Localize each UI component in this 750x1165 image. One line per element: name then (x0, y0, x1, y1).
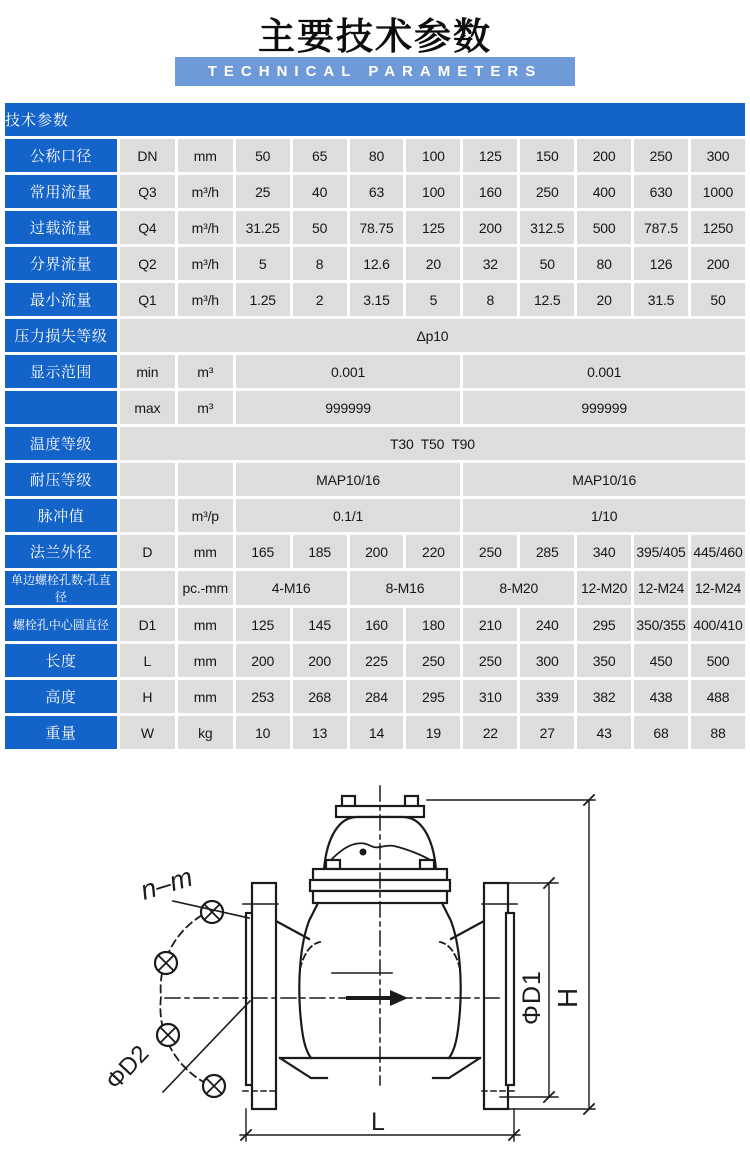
value-cell: 125 (463, 139, 517, 172)
flange-plate-left (252, 883, 276, 1109)
table-row (5, 247, 745, 280)
value-cell: 12.6 (350, 247, 404, 280)
value-cell: kg (178, 716, 233, 749)
value-cell (120, 571, 175, 605)
bolt-count-label: n–m (136, 861, 196, 906)
value-cell: 312.5 (520, 211, 574, 244)
value-cell: Q2 (120, 247, 175, 280)
value-cell: 12-M24 (691, 571, 745, 605)
row-label: 温度等级 (5, 427, 117, 460)
value-cell: 250 (634, 139, 688, 172)
value-cell: mm (178, 139, 233, 172)
row-label: 法兰外径 (5, 535, 117, 568)
table-row (5, 427, 745, 460)
value-cell: 382 (577, 680, 631, 713)
value-cell (120, 499, 175, 532)
value-cell: 2 (293, 283, 347, 316)
length-dim-label: L (371, 1108, 385, 1136)
value-cell: 50 (691, 283, 745, 316)
spec-table-body (5, 103, 745, 749)
chamber-wall-left (299, 903, 318, 1058)
value-cell: 20 (406, 247, 460, 280)
value-cell: 8 (293, 247, 347, 280)
value-cell: 220 (406, 535, 460, 568)
value-cell: 63 (350, 175, 404, 208)
value-cell: 200 (350, 535, 404, 568)
value-cell: 80 (350, 139, 404, 172)
value-cell: D (120, 535, 175, 568)
value-cell: 27 (520, 716, 574, 749)
value-cell: 3.15 (350, 283, 404, 316)
value-cell: H (120, 680, 175, 713)
table-row (5, 175, 745, 208)
table-row (5, 319, 745, 352)
value-cell: 339 (520, 680, 574, 713)
row-label: 高度 (5, 680, 117, 713)
value-cell: mm (178, 535, 233, 568)
value-cell: 31.25 (236, 211, 290, 244)
value-cell: m³ (178, 355, 233, 388)
meter-technical-drawing (100, 785, 620, 1160)
value-cell: Q4 (120, 211, 175, 244)
chamber-wall-right (442, 903, 461, 1058)
table-row (5, 571, 745, 605)
value-cell: m³/h (178, 211, 233, 244)
value-cell: 1.25 (236, 283, 290, 316)
table-row (5, 391, 745, 424)
table-row (5, 680, 745, 713)
value-cell: 400 (577, 175, 631, 208)
value-cell: 285 (520, 535, 574, 568)
value-cell: 31.5 (634, 283, 688, 316)
value-cell: T30 T50 T90 (120, 427, 745, 460)
value-cell: 43 (577, 716, 631, 749)
row-label: 分界流量 (5, 247, 117, 280)
bolt-symbols (155, 901, 225, 1097)
table-row (5, 499, 745, 532)
value-cell: m³ (178, 391, 233, 424)
value-cell: Q3 (120, 175, 175, 208)
value-cell: 0.1/1 (236, 499, 461, 532)
value-cell: max (120, 391, 175, 424)
value-cell: 300 (691, 139, 745, 172)
value-cell: 438 (634, 680, 688, 713)
row-label: 过载流量 (5, 211, 117, 244)
row-label: 公称口径 (5, 139, 117, 172)
value-cell: 250 (463, 535, 517, 568)
value-cell: m³/h (178, 175, 233, 208)
table-row (5, 535, 745, 568)
value-cell: 125 (406, 211, 460, 244)
dome-foot-left (326, 860, 340, 869)
value-cell: 40 (293, 175, 347, 208)
value-cell: 12.5 (520, 283, 574, 316)
value-cell: 0.001 (236, 355, 461, 388)
value-cell: 450 (634, 644, 688, 677)
value-cell: 340 (577, 535, 631, 568)
dome-foot-right (420, 860, 434, 869)
value-cell: 488 (691, 680, 745, 713)
value-cell: 12-M20 (577, 571, 631, 605)
value-cell: 25 (236, 175, 290, 208)
table-row (5, 463, 745, 496)
page-title: 主要技术参数 (258, 16, 492, 57)
flange-face-right (506, 913, 514, 1085)
row-label: 单边螺栓孔数-孔直径 (5, 571, 117, 605)
value-cell: mm (178, 680, 233, 713)
value-cell: MAP10/16 (463, 463, 745, 496)
row-label: 常用流量 (5, 175, 117, 208)
value-cell: 200 (236, 644, 290, 677)
value-cell: pc.-mm (178, 571, 233, 605)
value-cell: 180 (406, 608, 460, 641)
value-cell: 310 (463, 680, 517, 713)
value-cell: 100 (406, 175, 460, 208)
value-cell: 165 (236, 535, 290, 568)
value-cell: 8 (463, 283, 517, 316)
table-row (5, 283, 745, 316)
value-cell: 1000 (691, 175, 745, 208)
row-label: 耐压等级 (5, 463, 117, 496)
value-cell: 250 (406, 644, 460, 677)
value-cell: 268 (293, 680, 347, 713)
row-label: 最小流量 (5, 283, 117, 316)
shoulder-top-right (451, 921, 484, 939)
value-cell: 32 (463, 247, 517, 280)
value-cell: 350 (577, 644, 631, 677)
value-cell: 999999 (463, 391, 745, 424)
value-cell: 160 (350, 608, 404, 641)
value-cell: MAP10/16 (236, 463, 461, 496)
value-cell: m³/p (178, 499, 233, 532)
value-cell: 395/405 (634, 535, 688, 568)
value-cell: L (120, 644, 175, 677)
value-cell: 5 (406, 283, 460, 316)
value-cell: 1250 (691, 211, 745, 244)
value-cell: m³/h (178, 247, 233, 280)
table-row (5, 716, 745, 749)
value-cell: 5 (236, 247, 290, 280)
spec-table (2, 100, 748, 752)
value-cell: 20 (577, 283, 631, 316)
value-cell: 68 (634, 716, 688, 749)
value-cell: Q1 (120, 283, 175, 316)
table-header-row (5, 103, 745, 136)
row-label: 脉冲值 (5, 499, 117, 532)
value-cell: 126 (634, 247, 688, 280)
table-row (5, 644, 745, 677)
value-cell: Δp10 (120, 319, 745, 352)
row-label (5, 391, 117, 424)
value-cell: 200 (577, 139, 631, 172)
value-cell: mm (178, 644, 233, 677)
row-label: 重量 (5, 716, 117, 749)
value-cell: 4-M16 (236, 571, 347, 605)
value-cell: 100 (406, 139, 460, 172)
value-cell: 300 (520, 644, 574, 677)
value-cell: 78.75 (350, 211, 404, 244)
table-row (5, 608, 745, 641)
value-cell: 65 (293, 139, 347, 172)
value-cell: 50 (520, 247, 574, 280)
value-cell: W (120, 716, 175, 749)
value-cell: 12-M24 (634, 571, 688, 605)
value-cell: min (120, 355, 175, 388)
value-cell: 1/10 (463, 499, 745, 532)
value-cell: 8-M20 (463, 571, 574, 605)
value-cell: 999999 (236, 391, 461, 424)
height-dim-label: H (552, 987, 583, 1008)
value-cell: 630 (634, 175, 688, 208)
value-cell (178, 463, 233, 496)
value-cell: 150 (520, 139, 574, 172)
value-cell: 185 (293, 535, 347, 568)
value-cell: 225 (350, 644, 404, 677)
value-cell: 10 (236, 716, 290, 749)
value-cell: 240 (520, 608, 574, 641)
dial-dot (360, 849, 367, 856)
base-taper-right (433, 1058, 480, 1078)
base-taper-left (280, 1058, 327, 1078)
shoulder-top-left (276, 921, 309, 939)
row-label: 螺栓孔中心圆直径 (5, 608, 117, 641)
value-cell: 787.5 (634, 211, 688, 244)
value-cell: mm (178, 608, 233, 641)
value-cell: 400/410 (691, 608, 745, 641)
value-cell: 295 (577, 608, 631, 641)
value-cell: m³/h (178, 283, 233, 316)
value-cell: 200 (293, 644, 347, 677)
row-label: 显示范围 (5, 355, 117, 388)
value-cell: 200 (691, 247, 745, 280)
row-label: 长度 (5, 644, 117, 677)
value-cell: 22 (463, 716, 517, 749)
value-cell: 253 (236, 680, 290, 713)
value-cell: 88 (691, 716, 745, 749)
value-cell: 445/460 (691, 535, 745, 568)
value-cell: 350/355 (634, 608, 688, 641)
value-cell: 145 (293, 608, 347, 641)
table-row (5, 355, 745, 388)
value-cell: 50 (236, 139, 290, 172)
value-cell: 0.001 (463, 355, 745, 388)
value-cell: 500 (691, 644, 745, 677)
value-cell: D1 (120, 608, 175, 641)
flow-arrow-head (390, 990, 408, 1006)
row-label: 压力损失等级 (5, 319, 117, 352)
value-cell: 500 (577, 211, 631, 244)
value-cell: 284 (350, 680, 404, 713)
value-cell: 8-M16 (350, 571, 461, 605)
value-cell: DN (120, 139, 175, 172)
table-header-cell: 技术参数 (5, 103, 745, 136)
value-cell: 125 (236, 608, 290, 641)
bolt-circle-dia-label: ΦD2 (100, 1040, 155, 1096)
value-cell: 210 (463, 608, 517, 641)
subtitle-text: TECHNICAL PARAMETERS (207, 63, 543, 80)
value-cell: 295 (406, 680, 460, 713)
value-cell: 50 (293, 211, 347, 244)
table-row (5, 211, 745, 244)
flange-plate-right (484, 883, 508, 1109)
value-cell (120, 463, 175, 496)
table-row (5, 139, 745, 172)
value-cell: 250 (520, 175, 574, 208)
value-cell: 80 (577, 247, 631, 280)
value-cell: 19 (406, 716, 460, 749)
value-cell: 160 (463, 175, 517, 208)
value-cell: 200 (463, 211, 517, 244)
value-cell: 14 (350, 716, 404, 749)
subtitle-banner (175, 57, 575, 86)
value-cell: 250 (463, 644, 517, 677)
flange-dia-label: ΦD1 (518, 970, 546, 1025)
value-cell: 13 (293, 716, 347, 749)
